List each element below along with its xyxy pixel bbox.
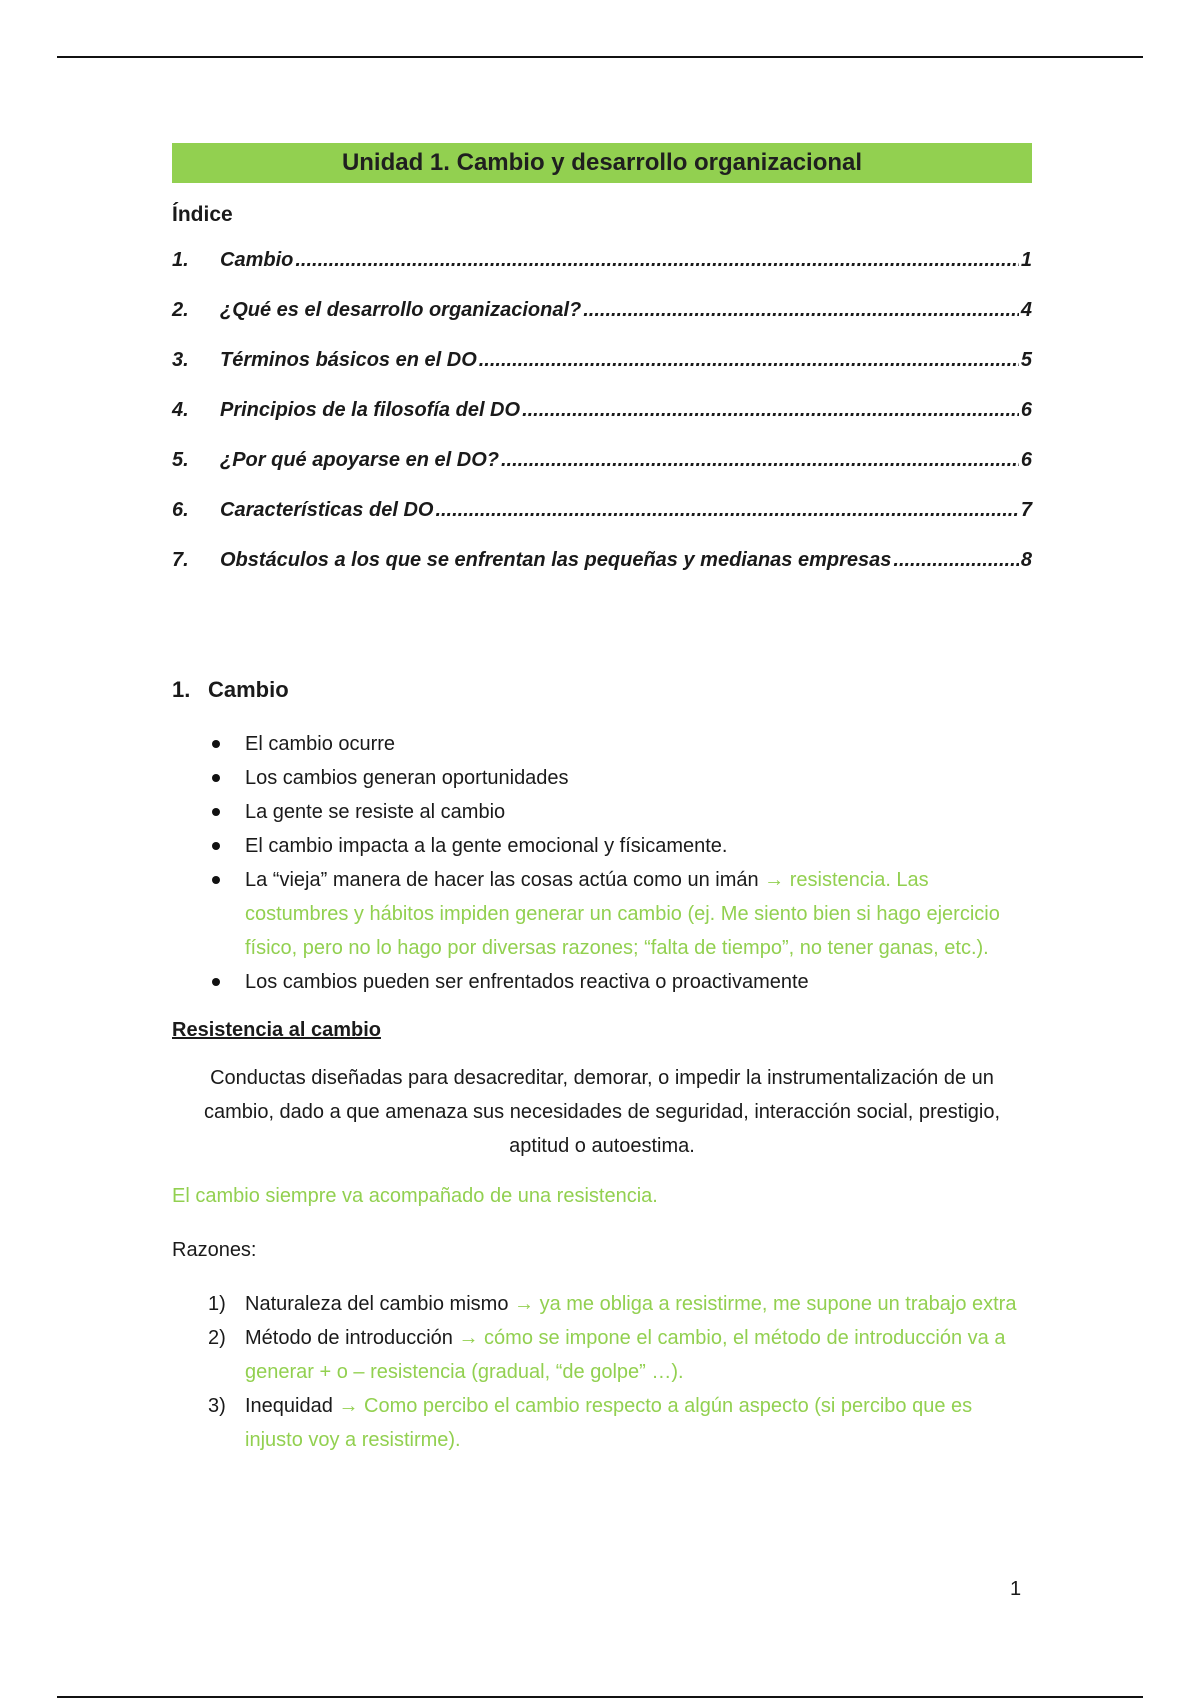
subheading-resistance: Resistencia al cambio (172, 1019, 381, 1041)
list-item: Los cambios generan oportunidades (208, 761, 1032, 795)
reason-body (245, 1321, 1032, 1389)
list-item-text: La “vieja” manera de hacer las cosas actúa como un imán (245, 869, 759, 891)
list-item (208, 1389, 1032, 1457)
green-annotation: ya me obliga a resistirme, me supone un trabajo extra (539, 1293, 1017, 1315)
reason-number: 1) (208, 1293, 226, 1315)
toc-title: Cambio (220, 249, 294, 271)
toc-title: Principios de la filosofía del DO (220, 399, 521, 421)
reasons-list (172, 1287, 1032, 1457)
toc-number: 6. (172, 499, 189, 521)
toc-entry[interactable] (172, 297, 1032, 347)
header-rule (57, 56, 1143, 58)
green-annotation: Como percibo el cambio respecto a algún aspecto (si percibo que es injusto voy a resistirme). (245, 1395, 973, 1451)
toc-leader (522, 397, 1019, 423)
list-item (208, 863, 1032, 965)
toc-number: 2. (172, 299, 189, 321)
toc-page: 6 (1020, 399, 1032, 421)
reason-body (245, 1389, 1032, 1457)
toc-title: Obstáculos a los que se enfrentan las pequeñas y medianas empresas (220, 549, 892, 571)
green-annotation: cómo se impone el cambio, el método de introducción va a generar + o – resistencia (gradual, “de golpe” …). (245, 1327, 1006, 1383)
green-statement: El cambio siempre va acompañado de una resistencia. (172, 1185, 658, 1207)
toc-title: ¿Por qué apoyarse en el DO? (220, 449, 499, 471)
toc-entry[interactable] (172, 447, 1032, 497)
list-item (208, 1321, 1032, 1389)
reason-number: 3) (208, 1395, 226, 1417)
change-bullet-list (172, 727, 1032, 999)
toc-number: 3. (172, 349, 189, 371)
toc-entry[interactable] (172, 397, 1032, 447)
toc-page: 4 (1020, 299, 1032, 321)
toc-page: 8 (1020, 549, 1032, 571)
list-item: El cambio ocurre (208, 727, 1032, 761)
index-heading: Índice (172, 203, 233, 226)
reasons-label: Razones: (172, 1239, 257, 1261)
toc-entry[interactable] (172, 497, 1032, 547)
arrow-right-icon: → (338, 1395, 359, 1417)
toc-leader (295, 247, 1019, 273)
toc-entry[interactable] (172, 547, 1032, 597)
toc-number: 5. (172, 449, 189, 471)
toc-page: 1 (1020, 249, 1032, 271)
toc-page: 6 (1020, 449, 1032, 471)
toc-entry[interactable] (172, 347, 1032, 397)
resistance-definition: Conductas diseñadas para desacreditar, demorar, o impedir la instrumentalización de un cambio, dado a que amenaza sus necesidades de seguridad, interacción social, prestigio, aptitud o autoestima. (203, 1067, 1001, 1157)
arrow-right-icon: → (514, 1293, 534, 1315)
arrow-right-icon: → (458, 1327, 479, 1349)
list-item (208, 1287, 1032, 1321)
toc-title: Características del DO (220, 499, 434, 521)
toc-leader (479, 347, 1019, 373)
reason-body (245, 1287, 1032, 1321)
toc-leader (893, 547, 1018, 573)
toc-title: Términos básicos en el DO (220, 349, 477, 371)
page-number: 1 (1010, 1578, 1022, 1600)
page-content (172, 143, 1032, 1457)
toc-title: ¿Qué es el desarrollo organizacional? (220, 299, 582, 321)
toc-page: 7 (1020, 499, 1032, 521)
toc-number: 1. (172, 249, 189, 271)
unit-title: Unidad 1. Cambio y desarrollo organizacional (172, 143, 1032, 183)
toc-number: 4. (172, 399, 189, 421)
reason-text: Método de introducción (245, 1327, 453, 1349)
section-number: 1. (172, 677, 191, 702)
arrow-right-icon: → (764, 869, 785, 891)
section-heading-cambio (172, 675, 1032, 705)
reason-text: Naturaleza del cambio mismo (245, 1293, 509, 1315)
toc-leader (435, 497, 1018, 523)
footer-rule (57, 1696, 1143, 1698)
reason-number: 2) (208, 1327, 226, 1349)
section-title: Cambio (208, 677, 289, 702)
list-item: La gente se resiste al cambio (208, 795, 1032, 829)
toc-leader (501, 447, 1019, 473)
green-annotation: resistencia. Las costumbres y hábitos impiden generar un cambio (ej. Me siento bien si hago ejercicio físico, pero no lo hago por diversas razones; “falta de tiempo”, no tener ganas, etc.). (245, 869, 1000, 959)
toc-entry[interactable] (172, 247, 1032, 297)
list-item: El cambio impacta a la gente emocional y físicamente. (208, 829, 1032, 863)
reason-text: Inequidad (245, 1395, 333, 1417)
toc-number: 7. (172, 549, 189, 571)
toc-leader (583, 297, 1019, 323)
table-of-contents (172, 247, 1032, 597)
list-item: Los cambios pueden ser enfrentados reactiva o proactivamente (208, 965, 1032, 999)
toc-page: 5 (1020, 349, 1032, 371)
